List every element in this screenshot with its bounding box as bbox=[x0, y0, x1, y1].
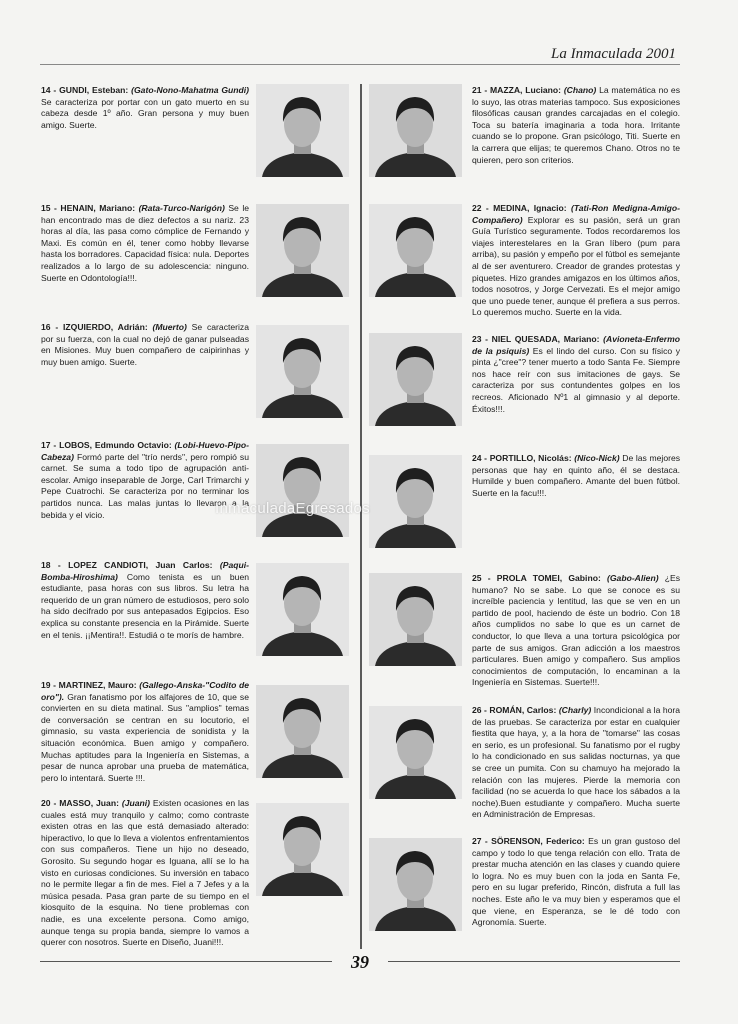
entry-text: De las mejores personas que hay en quinto año, él se destaca. Humilde y buen compañero. Amante del buen fútbol. Suerte en la facu!!!. bbox=[472, 453, 681, 498]
entry-nickname: (Paqui-Bomba-Hiroshima) bbox=[41, 560, 250, 582]
page-footer bbox=[40, 952, 680, 972]
entry-nickname: (Juani) bbox=[121, 798, 151, 808]
entry-number: 17 - bbox=[41, 440, 57, 450]
entry-number: 26 - bbox=[472, 705, 487, 715]
student-entry-16 bbox=[41, 322, 249, 368]
student-photo bbox=[256, 204, 349, 297]
entry-name: NIEL QUESADA, Mariano: bbox=[491, 334, 600, 344]
entry-text: Incondicional a la hora de las pruebas. Se caracteriza por estar en cualquier fiestita que haya, y, a la hora de "tomarse" las cosas en serio, es un profesional. Su fanatismo por el rugby lo ha condicionado en sus salidas nocturnas, ya que se cree un pumita. Con su chamuyo ha mejorado la relación con las mujeres. Pierde la memoria con facilidad (no se acuerda lo que hace los sábados a la noche).Buen estudiante y compañero. Mucha suerte en Administración de Empresas. bbox=[472, 705, 681, 820]
entry-number: 24 - bbox=[472, 453, 488, 463]
entry-name: MAZZA, Luciano: bbox=[489, 85, 562, 95]
entry-number: 18 - bbox=[41, 560, 61, 570]
student-photo bbox=[256, 84, 349, 177]
entry-text: ¿Es humano? No se sabe. Lo que se conoce es su increíble paciencia y lentitud, las que se ven en un partido de pool, haciendo de éste un bodrio. Con 18 años cumplidos no sabe lo que es un carnet de conductor, lo que lleva a una tortura psicológica por parte de sus amigos. Gran adicción a los maestros particulares. Buen amigo y compañero. Sus amplios conocimientos de computación, lo encaminan a la Ingeniería en Sistemas. Suerte!!!. bbox=[472, 573, 681, 688]
entry-number: 27 - bbox=[472, 836, 488, 846]
student-photo bbox=[256, 444, 349, 537]
entry-text: Se caracteriza por portar con un gato muerto en su cabeza desde 1º año. Gran persona y muy buen amigo. Suerte. bbox=[41, 96, 249, 130]
header-rule bbox=[40, 64, 680, 65]
header-title: La Inmaculada 2001 bbox=[551, 46, 676, 62]
entry-nickname: (Nico-Nick) bbox=[574, 453, 620, 463]
watermark: InmaculadaEgresados bbox=[215, 500, 370, 517]
student-entry-24 bbox=[472, 453, 680, 499]
student-photo bbox=[256, 685, 349, 778]
entry-number: 14 - bbox=[41, 85, 57, 95]
entry-name: GUNDI, Esteban: bbox=[59, 85, 129, 95]
entry-number: 16 - bbox=[41, 322, 59, 332]
entry-nickname: (Tati-Ron Medigna-Amigo-Compañero) bbox=[472, 203, 680, 225]
student-entry-18 bbox=[41, 560, 249, 641]
entry-nickname: (Avioneta-Enfermo de la psiquis) bbox=[472, 334, 681, 356]
entry-text: Formó parte del "trío nerds", pero rompió su carnet. Se suma a todo tipo de agrupación anti-escolar. Amigo inseparable de Jorge, Carl Trimarchi y Pepe Cuatrochi. Se caracteriza por no terminar los partidos nunca. Las malas juntas lo llevaron a la bebida y el vicio. bbox=[41, 451, 249, 520]
student-entry-14 bbox=[41, 85, 249, 131]
entry-number: 21 - bbox=[472, 85, 488, 95]
student-photo bbox=[369, 333, 462, 426]
entry-text: Como tenista es un buen estudiante, pasa horas con sus libros. Su letra ha requerido de un gran número de estudiosos, pero solo ha sido decifrado por sus antepasados Egipcios. Eso explica su constante presencia en la Pirámide. Suerte en el tenis. ¡¡Mentira!!. Estudiá o te morís de hambre. bbox=[41, 571, 250, 640]
student-entry-15 bbox=[41, 203, 249, 284]
entry-text: La matemática no es lo suyo, las otras materias tampoco. Sus exposiciones filosóficas causan grandes carcajadas en el colegio. Toca su batería imaginaria a toda hora. Irritante cuando se lo propone. Gran psicólogo, Titi. Suerte en la carrera que elijas; te queremos Chano. Otros no te quieren, pero son criterios. bbox=[472, 85, 681, 165]
student-entry-23 bbox=[472, 334, 680, 415]
student-photo bbox=[369, 838, 462, 931]
entry-number: 20 - bbox=[41, 798, 57, 808]
entry-number: 23 - bbox=[472, 334, 489, 344]
entry-nickname: (Gato-Nono-Mahatma Gundi) bbox=[131, 85, 250, 95]
entry-number: 25 - bbox=[472, 573, 491, 583]
entry-number: 19 - bbox=[41, 680, 57, 690]
student-entry-26 bbox=[472, 705, 680, 821]
student-entry-20 bbox=[41, 798, 249, 949]
entry-nickname: (Lobi-Huevo-Pipo-Cabeza) bbox=[41, 440, 250, 462]
entry-text: Se caracteriza por su fuerza, con la cual no dejó de ganar pulseadas en Misiones. Muy buen compañero de caipirinhas y muy buen amigo. Suerte. bbox=[41, 322, 250, 367]
student-photo bbox=[256, 563, 349, 656]
entry-nickname: (Gabo-Alien) bbox=[607, 573, 659, 583]
entry-name: HENAIN, Mariano: bbox=[60, 203, 136, 213]
entry-name: MASSO, Juan: bbox=[59, 798, 119, 808]
entry-name: MEDINA, Ignacio: bbox=[493, 203, 567, 213]
student-photo bbox=[369, 706, 462, 799]
entry-number: 22 - bbox=[472, 203, 489, 213]
student-entry-27 bbox=[472, 836, 680, 929]
student-photo bbox=[256, 803, 349, 896]
entry-text: Es el lindo del curso. Con su físico y pinta ¿"cree"? tener muerto a todo Santa Fe. Siempre nos hace reír con sus imitaciones de gays. Se caracteriza por sus contundentes golpes en los recreos. Aficionado Nº1 al gimnasio y al deporte. Éxitos!!!. bbox=[472, 345, 681, 414]
student-photo bbox=[369, 84, 462, 177]
entry-name: SÖRENSON, Federico: bbox=[491, 836, 585, 846]
entry-text: Se le han encontrado mas de diez defectos a su nariz. 23 horas al día, las pasa como cómplice de Fernando y Maxi. Es común en él, tener como hobby llevarse hasta los borradores. Capacidad física: nula. Deportes realizados a lo largo de su adolescencia: ninguno. Suerte en Odontología!!!. bbox=[41, 203, 250, 283]
entry-nickname: (Gallego-Anska-"Codito de oro"). bbox=[41, 680, 250, 702]
entry-name: LOBOS, Edmundo Octavio: bbox=[59, 440, 172, 450]
student-entry-21 bbox=[472, 85, 680, 166]
student-photo bbox=[369, 204, 462, 297]
entry-nickname: (Chano) bbox=[563, 85, 597, 95]
page-number: 39 bbox=[351, 952, 369, 972]
entry-name: IZQUIERDO, Adrián: bbox=[63, 322, 148, 332]
entry-text: Explorar es su pasión, será un gran Guía Turístico seguramente. Todos recordaremos los viajes interestelares en la Gran líbero (pum para arriba), su pasión y empeño por el fútbol es semejante al de ser aventurero. Creador de grandes protestas y piquetes. Hizo grandes amigazos en los últimos años, todos nosotros, y Jorge Cervezati. Es el mejor amigo que uno puede tener, aunque él prefiera a sus perros. Lo queremos mucho. Suerte en la vida. bbox=[472, 214, 681, 318]
entry-nickname: (Charly) bbox=[558, 705, 592, 715]
entry-name: PROLA TOMEI, Gabino: bbox=[496, 573, 601, 583]
entry-text: Existen ocasiones en las cuales está muy tranquilo y calmo; como contraste existen otras en las que está demasiado alterado: hiperactivo, lo que lo lleva a violentos enfrentamientos con sus compañeros. Tiene un hijo no deseado, Gorosito. Su segundo hogar es Iguana, allí se lo ha visto en curiosas condiciones. Su inversión en tabaco no le permite llegar a fin de mes. Fiel a 7 Jefes y a la música pesada. Pasa gran parte de su tiempo en el kiosquito de la esquina. No tiene problemas con nadie, es una excelente persona. Como amigo, aunque tenga su propia banda, siempre lo vamos a querer con nosotros. Suerte en Diseño, Juani!!!. bbox=[41, 798, 250, 948]
entry-text: Es un gran gustoso del campo y todo lo que tenga relación con ello. Trata de prestar mucha atención en las clases y cuando quiere lo logra. No es muy buen con la joda en Santa Fe, pero en su lugar preferido, Rincón, disfruta a full las noches. Este año le va muy bien y esperamos que el que viene, en Esperanza, se le dé todo con Agronomía. Suerte. bbox=[472, 836, 681, 928]
entry-name: PORTILLO, Nicolás: bbox=[489, 453, 572, 463]
entry-nickname: (Rata-Turco-Narigón) bbox=[138, 203, 225, 213]
student-photo bbox=[369, 455, 462, 548]
entry-name: ROMÁN, Carlos: bbox=[489, 705, 557, 715]
student-entry-25 bbox=[472, 573, 680, 689]
student-entry-19 bbox=[41, 680, 249, 784]
entry-name: LOPEZ CANDIOTI, Juan Carlos: bbox=[68, 560, 213, 570]
footer-rule-right bbox=[388, 961, 680, 962]
student-photo bbox=[369, 573, 462, 666]
student-entry-22 bbox=[472, 203, 680, 319]
entry-number: 15 - bbox=[41, 203, 57, 213]
entry-nickname: (Muerto) bbox=[152, 322, 187, 332]
entry-name: MARTINEZ, Mauro: bbox=[58, 680, 137, 690]
student-photo bbox=[256, 325, 349, 418]
entry-text: Gran fanatismo por los alfajores de 10, que se convierten en su dieta matinal. Sus "amplios" temas de conversación se centran en su locutorio, el gimnasio, su vasta experiencia de sonidista y la situación económica. Buen amigo y compañero. Muchas aptitudes para la Ingeniería en Sistemas, a pesar de nunca aprobar una prueba de matemática, pero lo intentará. Suerte !!!. bbox=[41, 691, 249, 783]
